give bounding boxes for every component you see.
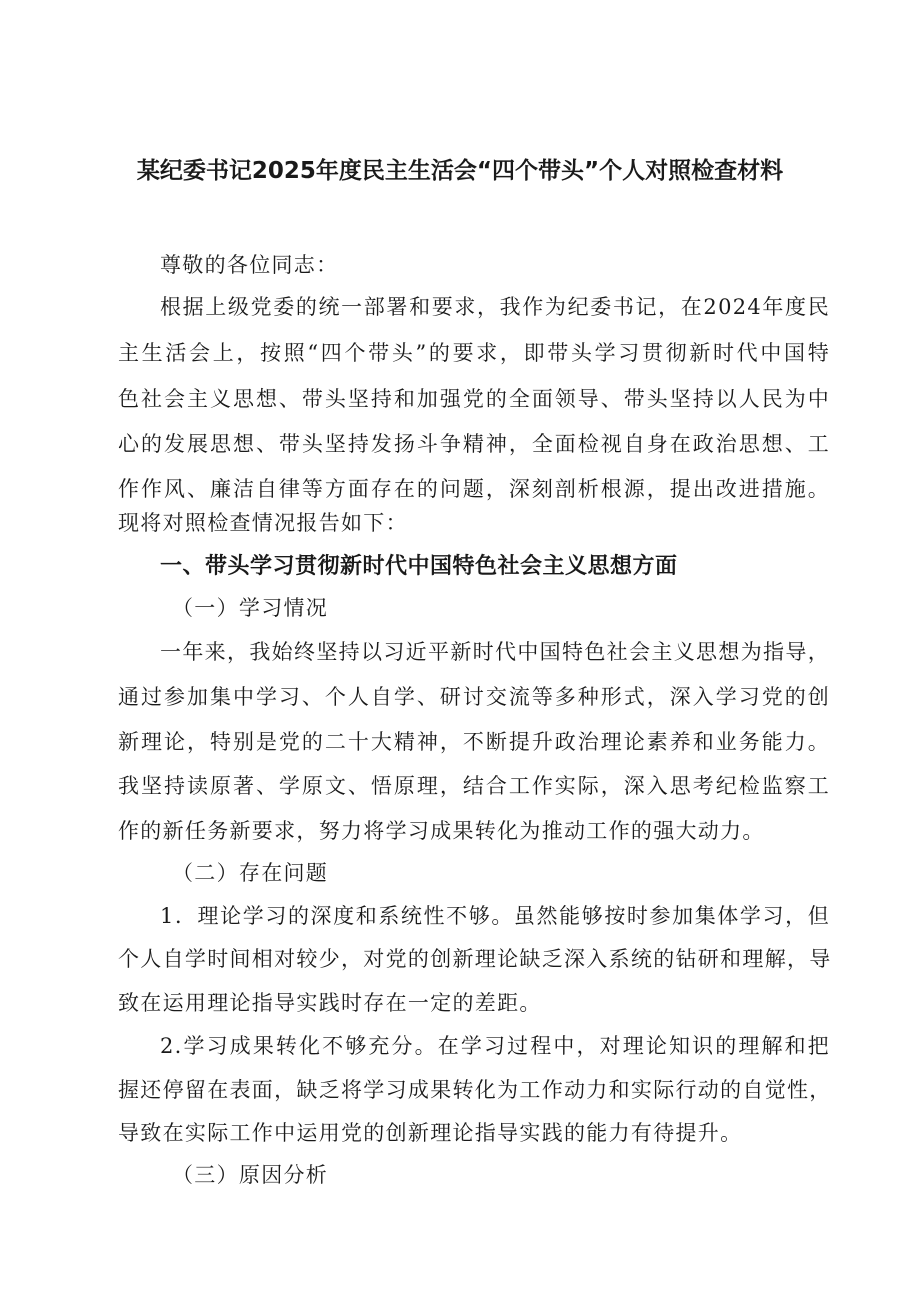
- intro-line: 主生活会上，按照“四个带头”的要求，即带头学习贯彻新时代中国特: [118, 341, 830, 365]
- intro-line: 色社会主义思想、带头坚持和加强党的全面领导、带头坚持以人民为中: [118, 387, 830, 411]
- subsection-heading: （二）存在问题: [172, 861, 329, 885]
- problem-line: 1．理论学习的深度和系统性不够。虽然能够按时参加集体学习，但: [160, 904, 830, 928]
- study-line: 通过参加集中学习、个人自学、研讨交流等多种形式，深入学习党的创: [118, 685, 830, 709]
- study-line: 新理论，特别是党的二十大精神，不断提升政治理论素养和业务能力。: [118, 730, 830, 754]
- study-line: 一年来，我始终坚持以习近平新时代中国特色社会主义思想为指导，: [160, 640, 830, 664]
- study-line: 我坚持读原著、学原文、悟原理，结合工作实际，深入思考纪检监察工: [118, 774, 830, 798]
- subsection-heading: （三）原因分析: [172, 1163, 329, 1187]
- problem-line: 握还停留在表面，缺乏将学习成果转化为工作动力和实际行动的自觉性，: [118, 1078, 832, 1102]
- study-line: 作的新任务新要求，努力将学习成果转化为推动工作的强大动力。: [118, 819, 765, 843]
- intro-line: 根据上级党委的统一部署和要求，我作为纪委书记，在2024年度民: [160, 295, 830, 319]
- subsection-heading: （一）学习情况: [172, 596, 329, 620]
- problem-line: 导致在实际工作中运用党的创新理论指导实践的能力有待提升。: [118, 1121, 743, 1145]
- problem-line: 个人自学时间相对较少，对党的创新理论缺乏深入系统的钻研和理解，导: [118, 947, 832, 971]
- problem-line: 致在运用理论指导实践时存在一定的差距。: [118, 991, 542, 1015]
- document-title: 某纪委书记2025年度民主生活会“四个带头”个人对照检查材料: [136, 158, 784, 184]
- intro-line: 作作风、廉洁自律等方面存在的问题，深刻剖析根源，提出改进措施。: [118, 477, 830, 501]
- problem-line: 2.学习成果转化不够充分。在学习过程中，对理论知识的理解和把: [160, 1034, 830, 1058]
- intro-line: 现将对照检查情况报告如下：: [118, 511, 408, 535]
- intro-line: 心的发展思想、带头坚持发扬斗争精神，全面检视自身在政治思想、工: [118, 432, 830, 456]
- section-heading: 一、带头学习贯彻新时代中国特色社会主义思想方面: [160, 554, 678, 579]
- salutation: 尊敬的各位同志：: [160, 253, 339, 277]
